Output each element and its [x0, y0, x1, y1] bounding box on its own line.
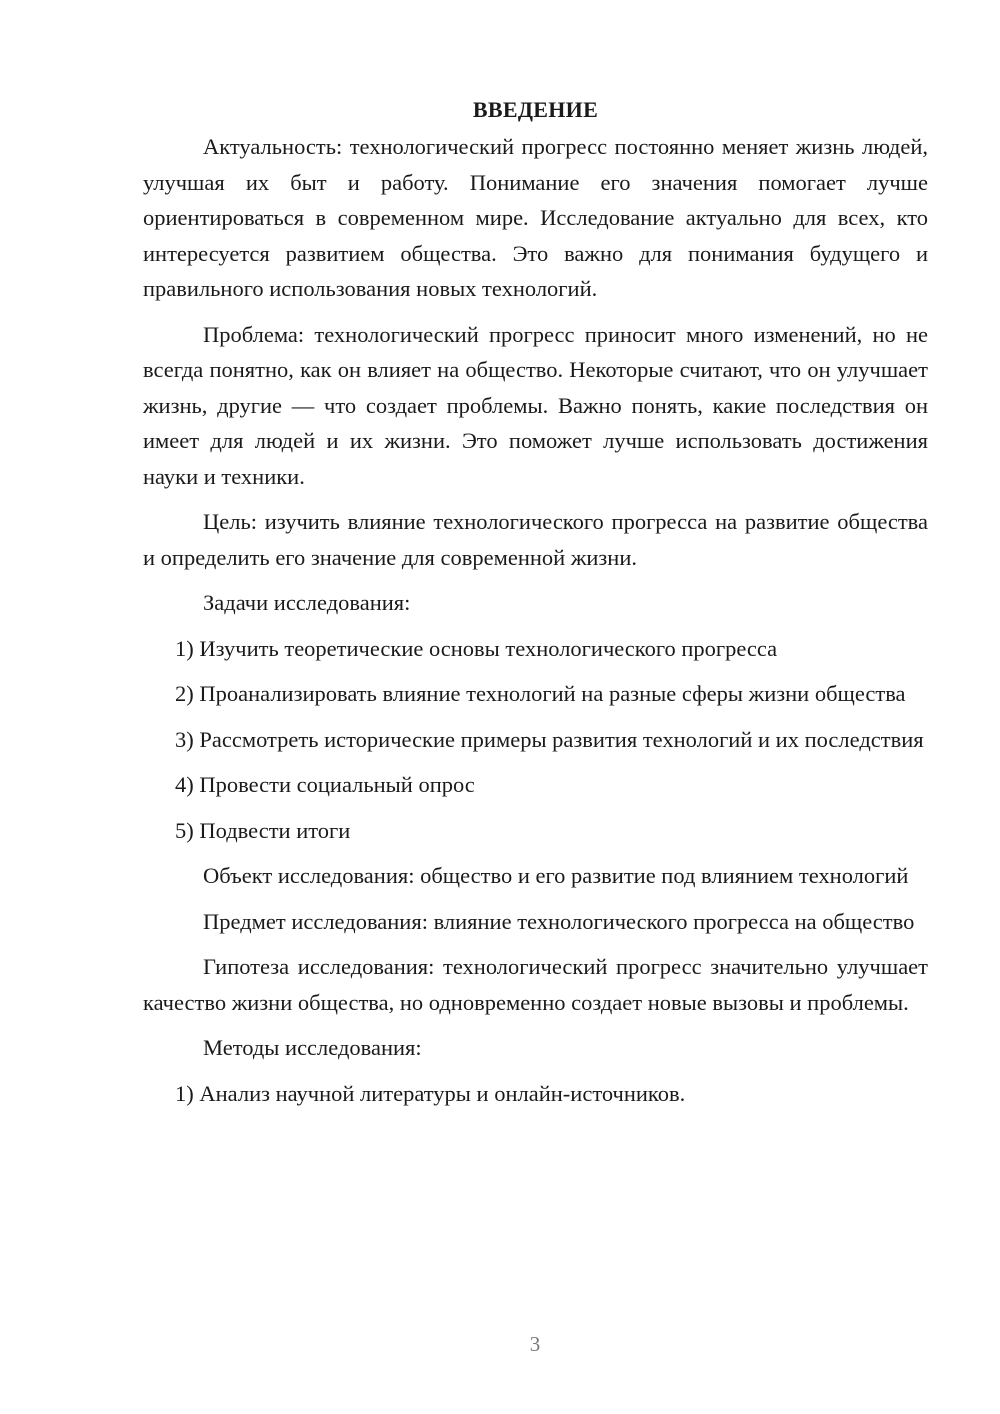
problem-paragraph: Проблема: технологический прогресс приносит много изменений, но не всегда понятно, как он влияет на общество. Некоторые считают, что он улучшает жизнь, другие — что создает проблемы. Важно понять, какие последствия он имеет для людей и их жизни. Это поможет лучше использовать достижения науки и техники. [143, 321, 928, 489]
goal-paragraph: Цель: изучить влияние технологического прогресса на развитие общества и определить его значение для современной жизни. [143, 509, 928, 570]
subject-paragraph: Предмет исследования: влияние технологического прогресса на общество [203, 908, 915, 934]
methods-heading: Методы исследования: [203, 1035, 422, 1060]
task-item: 5) Подвести итоги [175, 817, 351, 843]
task-item: 4) Провести социальный опрос [175, 772, 475, 797]
section-title: ВВЕДЕНИЕ [472, 97, 599, 122]
object-paragraph: Объект исследования: общество и его развитие под влиянием технологий [203, 863, 909, 888]
task-item: 3) Рассмотреть исторические примеры развития технологий и их последствия [175, 726, 924, 752]
page-content [143, 92, 928, 1121]
task-item: 1) Изучить теоретические основы технологического прогресса [175, 635, 778, 661]
method-item: 1) Анализ научной литературы и онлайн-источников. [175, 1080, 686, 1106]
page-number: 3 [529, 1332, 541, 1356]
hypothesis-paragraph: Гипотеза исследования: технологический прогресс значительно улучшает качество жизни общества, но одновременно создает новые вызовы и проблемы. [143, 954, 928, 1015]
tasks-heading: Задачи исследования: [203, 590, 411, 615]
relevance-paragraph: Актуальность: технологический прогресс постоянно меняет жизнь людей, улучшая их быт и работу. Понимание его значения помогает лучше ориентироваться в современном мире. Исследование актуально для всех, кто интересуется развитием общества. Это важно для понимания будущего и правильного использования новых технологий. [143, 134, 928, 301]
task-item: 2) Проанализировать влияние технологий на разные сферы жизни общества [175, 681, 906, 706]
